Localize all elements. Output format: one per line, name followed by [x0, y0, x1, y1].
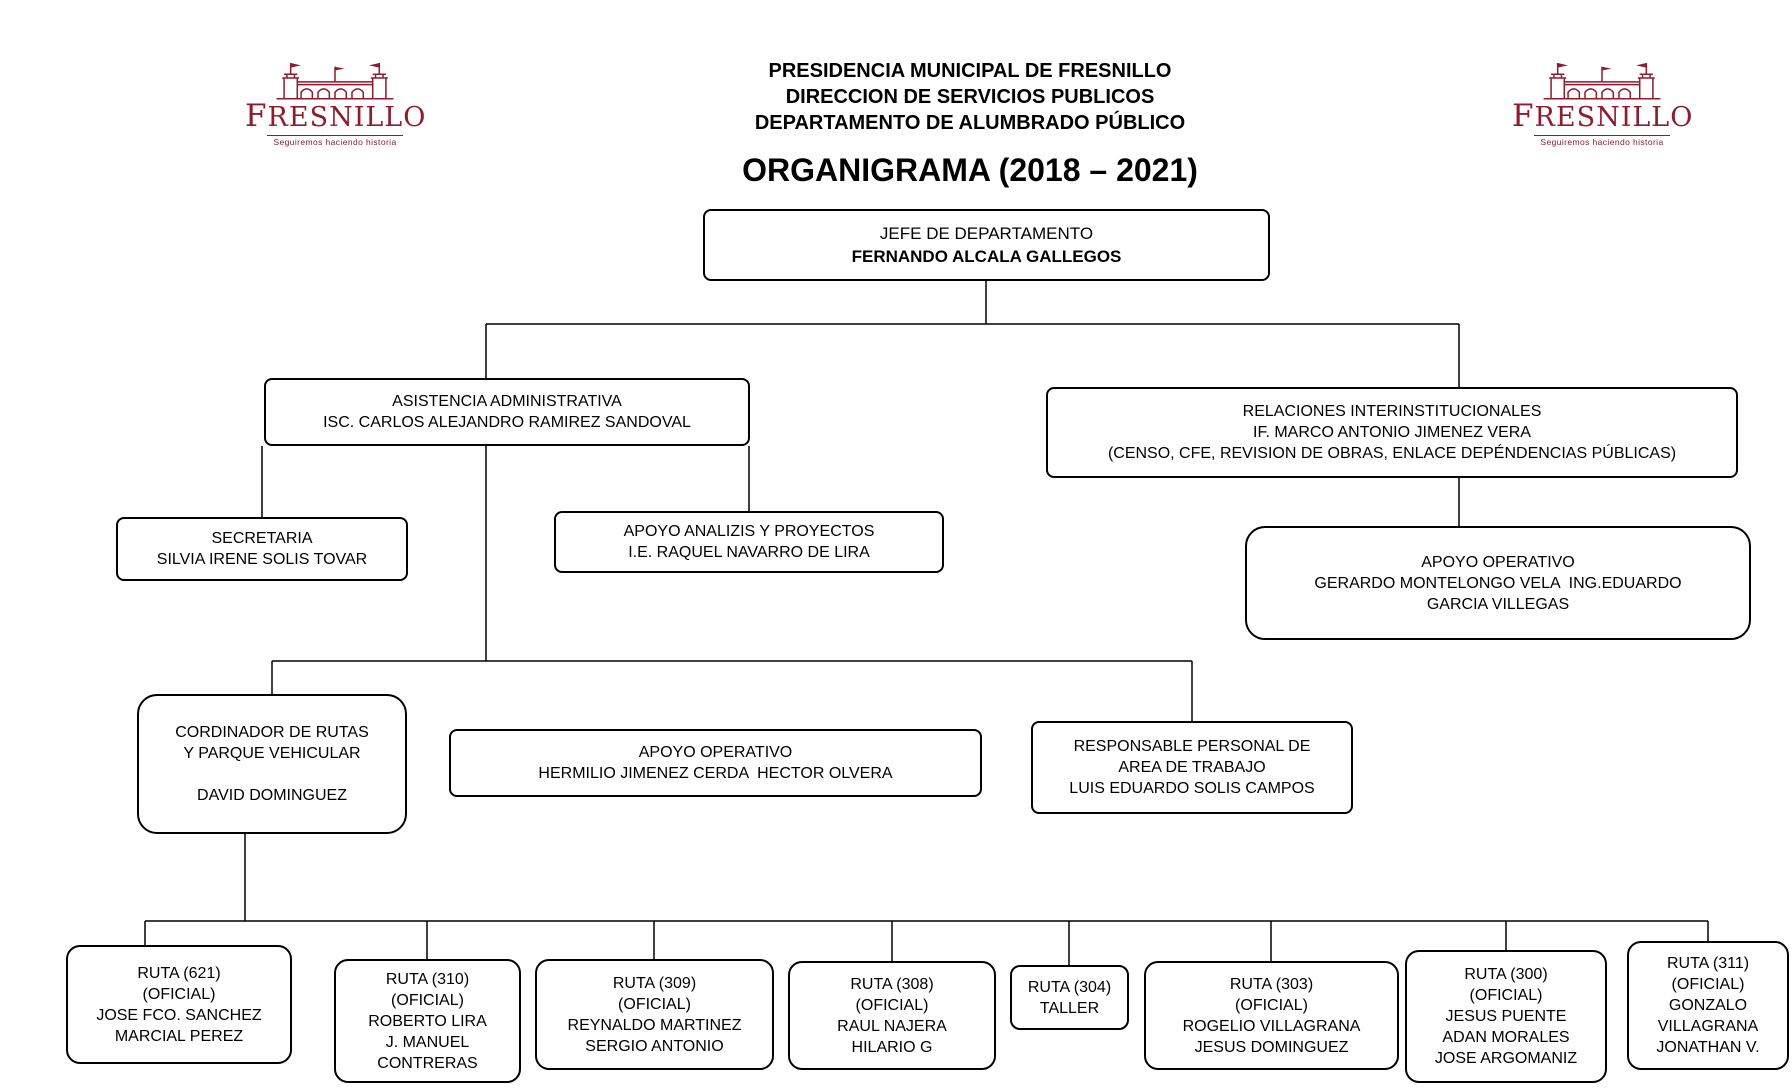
box-role: (OFICIAL)	[391, 991, 464, 1009]
org-box-ruta-300	[1405, 950, 1607, 1083]
box-name: RAUL NAJERA	[837, 1017, 947, 1035]
box-name: JESUS PUENTE	[1445, 1008, 1567, 1025]
box-role: (OFICIAL)	[1235, 996, 1308, 1014]
box-title: RUTA (303)	[1229, 975, 1314, 993]
box-title: ASISTENCIA ADMINISTRATIVA	[392, 393, 622, 410]
org-box-relaciones-interinstitucionales	[1046, 387, 1738, 478]
org-box-ruta-309	[535, 959, 774, 1070]
box-name: GONZALO	[1668, 997, 1748, 1014]
box-title: APOYO OPERATIVO	[1421, 553, 1575, 571]
box-title: RESPONSABLE PERSONAL DE	[1073, 738, 1311, 755]
box-name: HILARIO G	[851, 1038, 933, 1056]
org-box-cordinador-rutas	[137, 694, 407, 834]
box-title: RELACIONES INTERINSTITUCIONALES	[1242, 403, 1542, 420]
box-title: RUTA (304)	[1027, 978, 1112, 996]
box-role: (OFICIAL)	[618, 995, 691, 1013]
box-role: (OFICIAL)	[855, 996, 929, 1014]
header-line-3: DEPARTAMENTO DE ALUMBRADO PÚBLICO	[754, 112, 1186, 134]
box-title: Y PARQUE VEHICULAR	[183, 745, 361, 762]
org-box-apoyo-operativo-relaciones	[1245, 526, 1751, 640]
org-box-ruta-311	[1627, 941, 1789, 1070]
box-name: ADAN MORALES	[1442, 1029, 1570, 1046]
box-title: RUTA (310)	[385, 970, 470, 988]
fresnillo-logo-right	[1512, 56, 1692, 150]
box-name: CONTRERAS	[377, 1054, 478, 1072]
fresnillo-wordmark: FRESNILLO	[1512, 98, 1694, 134]
page-title: ORGANIGRAMA (2018 – 2021)	[742, 152, 1198, 188]
box-title: APOYO OPERATIVO	[638, 744, 793, 761]
org-box-ruta-304	[1010, 965, 1129, 1030]
box-name: IF. MARCO ANTONIO JIMENEZ VERA	[1253, 424, 1531, 441]
org-box-responsable-personal	[1031, 721, 1353, 814]
box-title: JEFE DE DEPARTAMENTO	[879, 224, 1094, 243]
org-box-apoyo-operativo-central	[449, 729, 982, 797]
box-name: GERARDO MONTELONGO VELA ING.EDUARDO	[1314, 574, 1682, 592]
org-box-ruta-308	[788, 961, 996, 1070]
box-name: DAVID DOMINGUEZ	[197, 787, 347, 804]
fresnillo-wordmark: FRESNILLO	[245, 98, 427, 134]
box-name: J. MANUEL	[385, 1033, 470, 1051]
box-name: HERMILIO JIMENEZ CERDA HECTOR OLVERA	[538, 765, 893, 782]
header-line-2: DIRECCION DE SERVICIOS PUBLICOS	[785, 86, 1155, 108]
box-title: APOYO ANALIZIS Y PROYECTOS	[623, 523, 875, 540]
box-name: GARCIA VILLEGAS	[1426, 595, 1570, 613]
fresnillo-monument-icon	[269, 56, 401, 102]
org-box-asistencia-administrativa	[264, 378, 750, 446]
fresnillo-tagline: Seguiremos haciendo historia	[267, 135, 402, 147]
box-title: RUTA (311)	[1666, 955, 1750, 972]
org-box-ruta-303	[1144, 961, 1399, 1070]
box-name: MARCIAL PEREZ	[114, 1027, 244, 1045]
box-name: SERGIO ANTONIO	[585, 1037, 724, 1055]
box-title: AREA DE TRABAJO	[1118, 759, 1266, 776]
box-name: I.E. RAQUEL NAVARRO DE LIRA	[628, 544, 870, 561]
box-detail: (CENSO, CFE, REVISION DE OBRAS, ENLACE DEPÉNDENCIAS PÚBLICAS)	[1107, 445, 1677, 462]
box-name: JOSE ARGOMANIZ	[1434, 1050, 1578, 1067]
box-name: JESUS DOMINGUEZ	[1194, 1038, 1349, 1056]
box-role: (OFICIAL)	[142, 985, 216, 1003]
box-title: RUTA (308)	[850, 975, 934, 993]
org-box-ruta-310	[334, 959, 521, 1083]
fresnillo-tagline: Seguiremos haciendo historia	[1534, 135, 1669, 147]
box-name: ROBERTO LIRA	[368, 1012, 487, 1030]
box-name: LUIS EDUARDO SOLIS CAMPOS	[1069, 780, 1315, 797]
box-role: TALLER	[1039, 999, 1100, 1017]
org-box-apoyo-analizis-proyectos	[554, 511, 944, 573]
box-role: (OFICIAL)	[1469, 987, 1543, 1004]
page-header	[640, 58, 1300, 136]
box-name: JOSE FCO. SANCHEZ	[96, 1006, 262, 1024]
box-title: SECRETARIA	[211, 530, 313, 547]
box-title: RUTA (309)	[612, 974, 697, 992]
org-box-secretaria	[116, 517, 408, 581]
fresnillo-logo-left	[245, 56, 425, 150]
box-name: FERNANDO ALCALA GALLEGOS	[851, 247, 1122, 266]
box-name: VILLAGRANA	[1657, 1018, 1759, 1035]
org-box-jefe-departamento	[703, 209, 1270, 281]
box-name: SILVIA IRENE SOLIS TOVAR	[156, 551, 368, 568]
box-role: (OFICIAL)	[1671, 976, 1745, 993]
fresnillo-monument-icon	[1536, 56, 1668, 102]
box-title: CORDINADOR DE RUTAS	[175, 724, 369, 741]
header-line-1: PRESIDENCIA MUNICIPAL DE FRESNILLO	[768, 60, 1172, 82]
org-box-ruta-621	[66, 945, 292, 1064]
box-title: RUTA (621)	[137, 964, 221, 982]
box-title: RUTA (300)	[1464, 966, 1548, 983]
box-name: JONATHAN V.	[1656, 1039, 1760, 1056]
box-name: REYNALDO MARTINEZ	[567, 1016, 742, 1034]
box-spacer	[147, 764, 397, 785]
box-name: ISC. CARLOS ALEJANDRO RAMIREZ SANDOVAL	[323, 414, 691, 431]
box-name: ROGELIO VILLAGRANA	[1182, 1017, 1361, 1035]
